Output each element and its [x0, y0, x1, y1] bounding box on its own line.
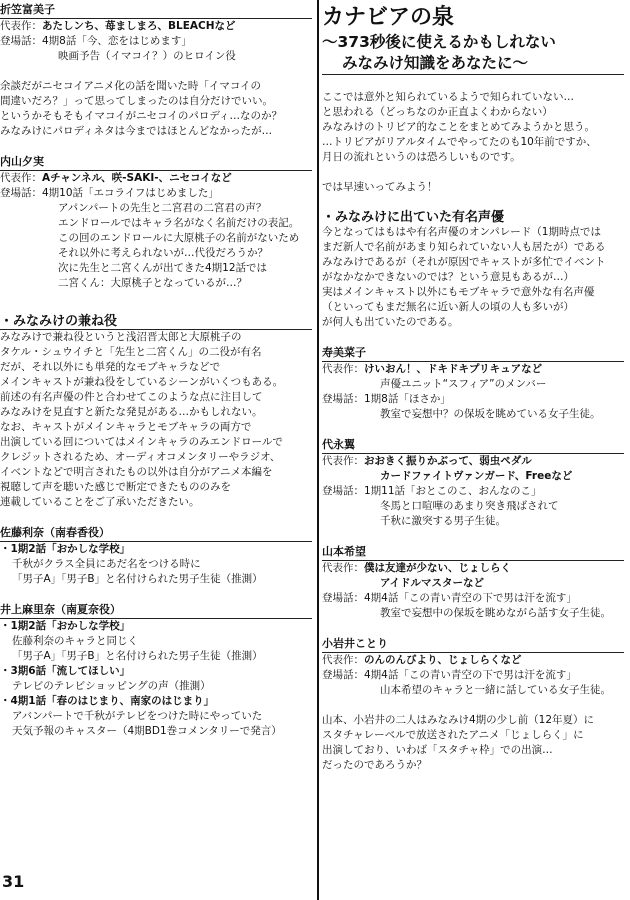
- rep-value: のんのんびより、じょしらくなど: [364, 654, 522, 666]
- outro-paragraph: [322, 713, 624, 773]
- episode-title: ・1期2話「おかしな学校」: [0, 620, 131, 632]
- text-line: だが、それ以外にも単発的なモブキャラなどで: [0, 361, 221, 373]
- episode-detail: テレビのテレビショッピングの声（推測）: [12, 680, 211, 692]
- page-subtitle: ～373秒後に使えるかもしれない: [322, 33, 556, 51]
- text-line: 間違いだろ？」って思ってしまったのは自分だけでいい。: [0, 95, 273, 107]
- text-line: と思われる（どっちなのか正直よくわからない）: [322, 106, 553, 118]
- rep-value: おおきく振りかぶって、弱虫ペダル: [364, 455, 532, 467]
- episode-appearance: [322, 668, 624, 683]
- ep-detail: 教室で妄想中？の保坂を眺めている女子生徒。: [380, 408, 601, 420]
- ep-label: 登場話：: [0, 35, 42, 47]
- section-body: [0, 330, 312, 510]
- voice-actor-name: 小岩井ことり: [322, 636, 624, 653]
- text-line: メインキャストが兼ね役をしているシーンがいくつもある。: [0, 376, 284, 388]
- ep-value: 4期8話「今、恋をはじめます」: [42, 35, 192, 47]
- ep-value: 1期11話「おとこのこ、おんなのこ」: [364, 485, 542, 497]
- page-title: カナビアの泉: [322, 5, 455, 30]
- text-line: みなみけで兼ね役というと浅沼晋太郎と大原桃子の: [0, 331, 242, 343]
- text-line: まだ新人で名前があまり知られていない人も居たが）である: [322, 241, 606, 253]
- voice-actor-name: 内山夕実: [0, 154, 312, 171]
- ep-detail: 映画予告（イマコイ？）のヒロイン役: [58, 50, 236, 62]
- text-line: では早速いってみよう！: [322, 181, 438, 193]
- episode-detail: 千秋がクラス全員にあだ名をつける時に: [12, 558, 201, 570]
- text-line: クレジットされるため、オーディオコメンタリーやラジオ、: [0, 451, 281, 463]
- rep-detail: アイドルマスターなど: [380, 577, 485, 589]
- rep-value: けいおん！、ドキドキプリキュアなど: [364, 363, 543, 375]
- representative-works: [0, 19, 312, 34]
- left-column: [0, 0, 312, 739]
- episode-title: ・1期2話「おかしな学校」: [0, 543, 131, 555]
- episode-appearance: [322, 484, 624, 499]
- text-line: 出演しており、いわば「スタチャ枠」での出演…: [322, 744, 553, 756]
- right-column: [322, 0, 624, 773]
- ep-value: 1期8話「ほさか」: [364, 393, 451, 405]
- voice-actor-name: 佐藤利奈（南春香役）: [0, 525, 312, 542]
- rep-value: あたしンち、苺ましまろ、BLEACHなど: [42, 20, 236, 32]
- ep-value: 4期10話「エコライフはじめました」: [42, 187, 219, 199]
- episode-appearance: [0, 186, 312, 201]
- text-line: というかそもそもイマコイがニセコイのパロディ…なのか？: [0, 110, 283, 122]
- ep-label: 登場話：: [322, 592, 364, 604]
- text-line: スタチャレーベルで放送されたアニメ「じょしらく」に: [322, 729, 584, 741]
- text-line: みなみけのトリビア的なことをまとめてみようかと思う。: [322, 121, 595, 133]
- episode-appearance: [0, 34, 312, 49]
- rep-detail: カードファイトヴァンガード、Freeなど: [380, 470, 573, 482]
- person-block: [322, 345, 624, 422]
- rep-label: 代表作：: [0, 172, 42, 184]
- text-line: 視聴して声を聴いた感じで断定できたもののみを: [0, 481, 231, 493]
- rep-label: 代表作：: [322, 654, 364, 666]
- text-line: だったのであろうか？: [322, 759, 427, 771]
- representative-works: [0, 171, 312, 186]
- intro-paragraph: [322, 90, 624, 165]
- ep-detail: 次に先生と二宮くんが出てきた4期12話では: [58, 262, 268, 274]
- voice-actor-name: 井上麻里奈（南夏奈役）: [0, 602, 312, 619]
- text-line: 前述の有名声優の件と合わせてこのような点に注目して: [0, 391, 263, 403]
- text-line: …トリビアがリアルタイムでやってたのも10年前ですか、: [322, 136, 597, 148]
- section-body: [322, 225, 624, 330]
- column-divider: [317, 0, 319, 900]
- representative-works: [322, 454, 624, 469]
- ep-label: 登場話：: [322, 485, 364, 497]
- ep-detail: アパンパートの先生と二宮君の二宮君の声？: [58, 202, 267, 214]
- ep-detail: 教室で妄想中の保坂を眺めながら話す女子生徒。: [380, 607, 611, 619]
- ep-label: 登場話：: [0, 187, 42, 199]
- rep-label: 代表作：: [322, 363, 364, 375]
- representative-works: [322, 362, 624, 377]
- episode-title: ・3期6話「流してほしい」: [0, 665, 131, 677]
- text-line: 余談だがニセコイアニメ化の話を聞いた時「イマコイの: [0, 80, 262, 92]
- ep-detail: 千秋に激突する男子生徒。: [380, 515, 506, 527]
- episode-title: ・4期1話「春のはじまり、南家のはじまり」: [0, 695, 215, 707]
- episode-detail: 「男子A」「男子B」と名付けられた男子生徒（推測）: [12, 573, 263, 585]
- ep-detail: 山本希望のキャラと一緒に話している女子生徒。: [380, 684, 611, 696]
- representative-works: [322, 561, 624, 576]
- text-line: 連載していることをご了承いただきたい。: [0, 496, 200, 508]
- person-block: [322, 437, 624, 529]
- text-line: なお、キャストがメインキャラとモブキャラの両方で: [0, 421, 252, 433]
- text-line: 今となってはもはや有名声優のオンパレード（1期時点では: [322, 226, 601, 238]
- episode-appearance: [322, 392, 624, 407]
- ep-detail: 冬馬と口喧嘩のあまり突き飛ばされて: [380, 500, 559, 512]
- ep-label: 登場話：: [322, 393, 364, 405]
- text-line: みなみけであるが（それが原因でキャストが多忙でイベント: [322, 256, 606, 268]
- representative-works: [322, 653, 624, 668]
- voice-actor-name: 折笠富美子: [0, 2, 312, 19]
- text-line: がなかなかできないのでは？という意見もあるが…）: [322, 271, 574, 283]
- section-heading: ・みなみけの兼ね役: [0, 314, 312, 330]
- text-line: みなみけにパロディネタは今まではほとんどなかったが…: [0, 125, 273, 137]
- page-number: 31: [2, 872, 25, 891]
- ep-label: 登場話：: [322, 669, 364, 681]
- episode-appearance: [322, 591, 624, 606]
- episode-detail: 天気予報のキャスター（4期BD1巻コメンタリーで発言）: [12, 725, 282, 737]
- text-line: ここでは意外と知られているようで知られていない…: [322, 91, 574, 103]
- ep-value: 4期4話「この青い青空の下で男は汗を流す」: [364, 669, 577, 681]
- rep-label: 代表作：: [322, 455, 364, 467]
- text-line: 出演している回についてはメインキャラのみエンドロールで: [0, 436, 283, 448]
- ep-detail: この回のエンドロールに大原桃子の名前がないため: [58, 232, 300, 244]
- ep-detail: それ以外に考えられないが…代役だろうか？: [58, 247, 268, 259]
- text-line: が何人も出ていたのである。: [322, 316, 459, 328]
- ep-detail: 二宮くん：大原桃子となっているが…？: [58, 277, 247, 289]
- section-heading: ・みなみけに出ていた有名声優: [322, 210, 505, 225]
- text-line: イベントなどで明言されたもの以外は自分がアニメ本編を: [0, 466, 273, 478]
- text-line: みなみけを見直すと新たな発見がある…かもしれない。: [0, 406, 263, 418]
- person-block: [322, 544, 624, 621]
- voice-actor-name: 山本希望: [322, 544, 624, 561]
- rep-label: 代表作：: [322, 562, 364, 574]
- episode-detail: アバンパートで千秋がテレビをつけた時にやっていた: [12, 710, 263, 722]
- text-line: タケル・シュウイチと「先生と二宮くん」の二役が有名: [0, 346, 262, 358]
- text-line: 月日の流れというのは恐ろしいものです。: [322, 151, 521, 163]
- ep-detail: エンドロールではキャラ名がなく名前だけの表記。: [58, 217, 300, 229]
- note-paragraph: [0, 79, 312, 139]
- text-line: （といってもまだ無名に近い新人の頃の人も多いが）: [322, 301, 574, 313]
- voice-actor-name: 寿美菜子: [322, 345, 624, 362]
- text-line: 山本、小岩井の二人はみなみけ4期の少し前（12年夏）に: [322, 714, 595, 726]
- page-subtitle: みなみけ知識をあなたに～: [322, 53, 624, 75]
- voice-actor-name: 代永翼: [322, 437, 624, 454]
- person-block: [322, 636, 624, 698]
- ep-value: 4期4話「この青い青空の下で男は汗を流す」: [364, 592, 577, 604]
- text-line: 実はメインキャスト以外にもモブキャラで意外な有名声優: [322, 286, 595, 298]
- episode-detail: 「男子A」「男子B」と名付けられた男子生徒（推測）: [12, 650, 263, 662]
- rep-value: Aチャンネル、咲-SAKI-、ニセコイなど: [42, 172, 232, 184]
- rep-detail: 声優ユニット“スフィア”のメンバー: [380, 378, 547, 390]
- rep-label: 代表作：: [0, 20, 42, 32]
- episode-detail: 佐藤利奈のキャラと同じく: [12, 635, 138, 647]
- rep-value: 僕は友達が少ない、じょしらく: [364, 562, 511, 574]
